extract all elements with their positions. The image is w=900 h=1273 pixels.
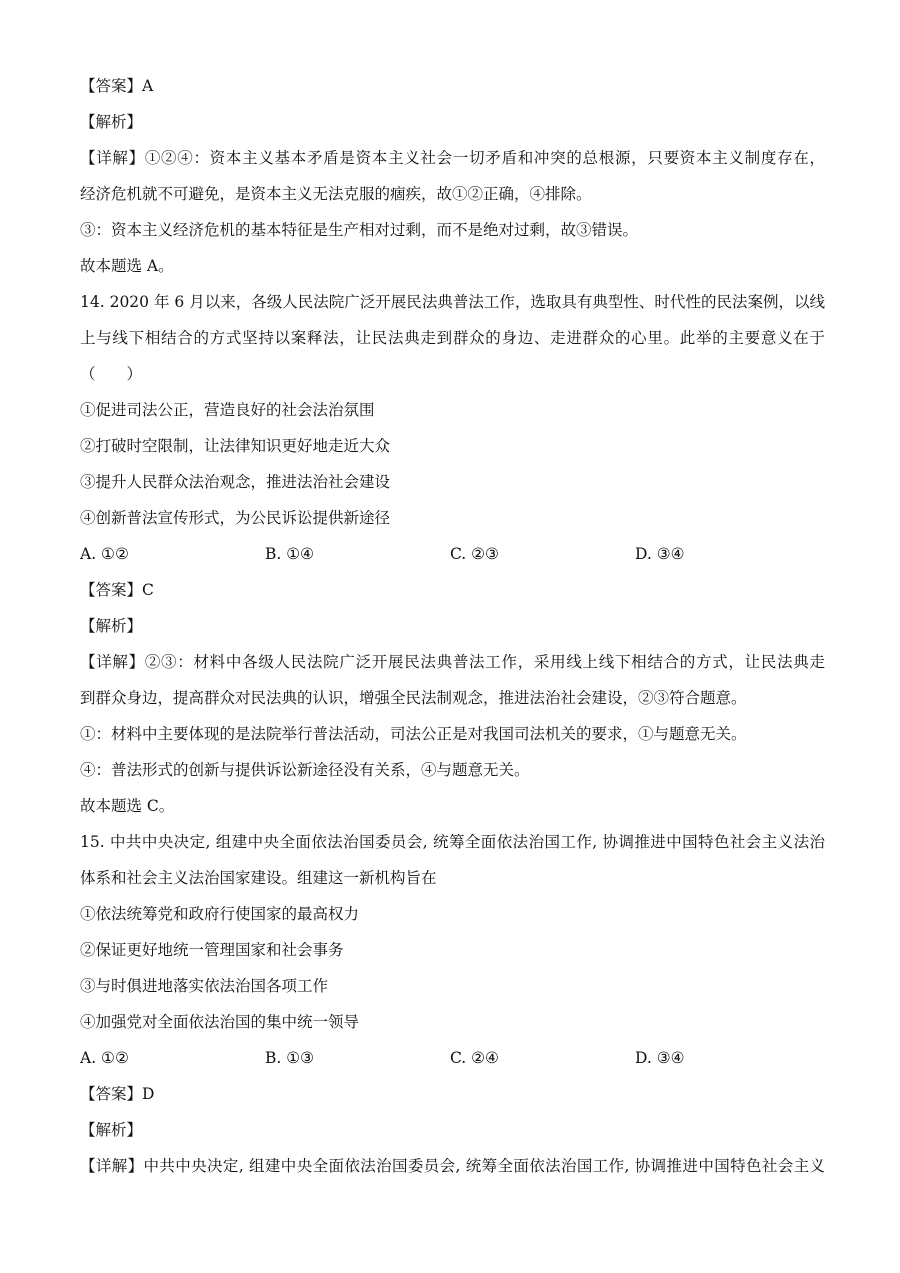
q15-option-a: A. ①② (80, 1049, 129, 1067)
q14-stem-line3: （ ） (80, 365, 143, 383)
q14-item-3: ③提升人民群众法治观念，推进法治社会建设 (80, 473, 391, 491)
q13-detail-line2: 经济危机就不可避免，是资本主义无法克服的痼疾，故①②正确，④排除。 (80, 185, 592, 203)
q14-stem-line2: 上与线下相结合的方式坚持以案释法，让民法典走到群众的身边、走进群众的心里。此举的主要意义在于 (80, 329, 825, 347)
q14-option-d: D. ③④ (635, 545, 685, 563)
q15-stem-line1: 15. 中共中央决定, 组建中央全面依法治国委员会, 统筹全面依法治国工作, 协调推进中国特色社会主义法治 (80, 833, 825, 851)
q14-option-c: C. ②③ (450, 545, 499, 563)
q15-item-3: ③与时俱进地落实依法治国各项工作 (80, 977, 329, 995)
q15-stem-line2: 体系和社会主义法治国家建设。组建这一新机构旨在 (80, 869, 437, 887)
q15-item-1: ①依法统筹党和政府行使国家的最高权力 (80, 905, 360, 923)
q15-option-c: C. ②④ (450, 1049, 499, 1067)
q15-item-2: ②保证更好地统一管理国家和社会事务 (80, 941, 344, 959)
q14-detail-line1: 【详解】②③：材料中各级人民法院广泛开展民法典普法工作，采用线上线下相结合的方式，让民法典走 (80, 653, 825, 671)
q15-item-4: ④加强党对全面依法治国的集中统一领导 (80, 1013, 360, 1031)
q14-detail-line2: 到群众身边，提高群众对民法典的认识，增强全民法制观念，推进法治社会建设，②③符合题意。 (80, 689, 747, 707)
q14-item-4: ④创新普法宣传形式，为公民诉讼提供新途径 (80, 509, 391, 527)
q13-detail-line1: 【详解】①②④：资本主义基本矛盾是资本主义社会一切矛盾和冲突的总根源，只要资本主义制度存在， (80, 149, 825, 167)
q13-analysis-heading: 【解析】 (80, 113, 143, 131)
q14-option-a: A. ①② (80, 545, 129, 563)
q13-answer: 【答案】A (80, 77, 154, 95)
q14-options (80, 544, 825, 564)
q14-item-2: ②打破时空限制，让法律知识更好地走近大众 (80, 437, 391, 455)
q15-option-b: B. ①③ (265, 1049, 315, 1067)
q13-conclusion: 故本题选 A。 (80, 257, 174, 275)
q14-item-1: ①促进司法公正，营造良好的社会法治氛围 (80, 401, 375, 419)
q14-detail-line3: ①：材料中主要体现的是法院举行普法活动，司法公正是对我国司法机关的要求，①与题意无关。 (80, 725, 747, 743)
q14-option-b: B. ①④ (265, 545, 315, 563)
q14-analysis-heading: 【解析】 (80, 617, 143, 635)
q14-conclusion: 故本题选 C。 (80, 797, 175, 815)
q15-detail-line1: 【详解】中共中央决定, 组建中央全面依法治国委员会, 统筹全面依法治国工作, 协调推进中国特色社会主义 (80, 1157, 825, 1175)
q14-answer: 【答案】C (80, 581, 154, 599)
q15-options (80, 1048, 825, 1068)
q15-analysis-heading: 【解析】 (80, 1121, 143, 1139)
q14-detail-line4: ④：普法形式的创新与提供诉讼新途径没有关系，④与题意无关。 (80, 761, 530, 779)
q14-stem-line1: 14. 2020 年 6 月以来，各级人民法院广泛开展民法典普法工作，选取具有典型性、时代性的民法案例，以线 (80, 293, 825, 311)
q13-detail-line3: ③：资本主义经济危机的基本特征是生产相对过剩，而不是绝对过剩，故③错误。 (80, 221, 639, 239)
q15-option-d: D. ③④ (635, 1049, 685, 1067)
q15-answer: 【答案】D (80, 1085, 155, 1103)
